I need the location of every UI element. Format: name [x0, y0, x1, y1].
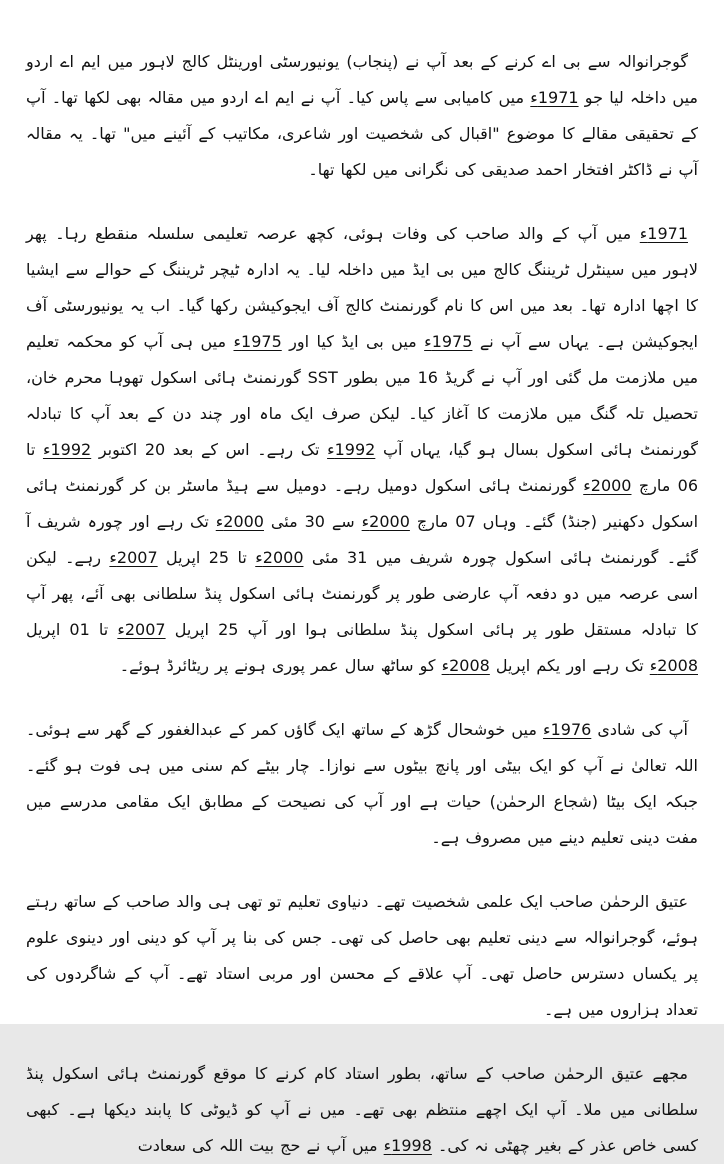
- paragraph-personality-teacher: عتیق الرحمٰن صاحب ایک علمی شخصیت تھے۔ دنیاوی تعلیم تو تھی ہی والد صاحب کے ساتھ رہتے ہوئے، گوجرانوالہ سے دینی تعلیم بھی حاصل کی تھی۔ جس کی بنا پر آپ کو دینی اور دینوی علوم پر یکساں دسترس حاصل تھی۔ آپ علاقے کے محسن اور مربی استاد تھے۔ آپ کے شاگردوں کی تعداد ہزاروں میں ہے۔: [26, 892, 698, 1019]
- paragraph-education-ma: گوجرانوالہ سے بی اے کرنے کے بعد آپ نے (پنجاب) یونیورسٹی اورینٹل کالج لاہور میں ایم اے اردو میں داخلہ لیا جو 1971ء میں کامیابی سے پاس کیا۔ آپ نے ایم اے اردو میں مقالہ بھی لکھا تھا۔ آپ کے تحقیقی مقالے کا موضوع "اقبال کی شخصیت اور شاعری، مکاتیب کے آئینے میں" تھا۔ یہ مقالہ آپ نے ڈاکٹر افتخار احمد صدیقی کی نگرانی میں لکھا تھا۔: [26, 52, 698, 179]
- paragraph-marriage-family: آپ کی شادی 1976ء میں خوشحال گڑھ کے ساتھ ایک گاؤں کمر کے عبدالغفور کے گھر سے ہوئی۔ اللہ تعالیٰ نے آپ کو ایک بیٹی اور پانچ بیٹوں سے نوازا۔ چار بیٹے کم سنی میں ہی فوت ہو گئے۔ جبکہ ایک بیٹا (شجاع الرحمٰن) حیات ہے اور آپ کی نصیحت کے مطابق ایک مقامی مدرسے میں مفت دینی تعلیم دینے میں مصروف ہے۔: [26, 720, 698, 847]
- paragraph-author-memoir: مجھے عتیق الرحمٰن صاحب کے ساتھ، بطور استاد کام کرنے کا موقع گورنمنٹ ہائی اسکول پنڈ سلطانی میں ملا۔ آپ ایک اچھے منتظم بھی تھے۔ میں نے آپ کو ڈیوٹی کا پابند دیکھا ہے۔ کبھی کسی خاص عذر کے بغیر چھٹی نہ کی۔ 1998ء میں آپ نے حج بیت اللہ کی سعادت: [26, 1064, 698, 1155]
- paragraph-career-postings: 1971ء میں آپ کے والد صاحب کی وفات ہوئی، کچھ عرصہ تعلیمی سلسلہ منقطع رہا۔ پھر لاہور میں سینٹرل ٹریننگ کالج میں بی ایڈ میں داخلہ لیا۔ یہ ادارہ ٹیچر ٹریننگ کے حوالے سے ایشیا کا اچھا ادارہ تھا۔ بعد میں اس کا نام گورنمنٹ کالج آف ایجوکیشن رکھا گیا۔ اب یہ یونیورسٹی آف ایجوکیشن ہے۔ یہاں سے آپ نے 1975ء میں بی ایڈ کیا اور 1975ء میں ہی آپ کو محکمہ تعلیم میں ملازمت مل گئی اور آپ نے گریڈ 16 میں بطور SST گورنمنٹ ہائی اسکول تھوہا محرم خان، تحصیل تلہ گنگ میں ملازمت کا آغاز کیا۔ لیکن صرف ایک ماہ اور چند دن کے بعد آپ کا تبادلہ گورنمنٹ ہائی اسکول بسال ہو گیا، یہاں آپ 1992ء تک رہے۔ اس کے بعد 20 اکتوبر 1992ء تا 06 مارچ 2000ء گورنمنٹ ہائی اسکول دومیل رہے۔ دومیل سے ہیڈ ماسٹر بن کر گورنمنٹ ہائی اسکول دکھنیر (جنڈ) گئے۔ وہاں 07 مارچ 2000ء سے 30 مئی 2000ء تک رہے اور چورہ شریف آ گئے۔ گورنمنٹ ہائی اسکول چورہ شریف میں 31 مئی 2000ء تا 25 اپریل 2007ء رہے۔ لیکن اسی عرصہ میں دو دفعہ آپ عارضی طور پر گورنمنٹ ہائی اسکول پنڈ سلطانی بھی آئے، پھر آپ کا تبادلہ مستقل طور پر ہائی اسکول پنڈ سلطانی ہوا اور آپ 25 اپریل 2007ء تا 01 اپریل 2008ء تک رہے اور یکم اپریل 2008ء کو ساٹھ سال عمر پوری ہونے پر ریٹائرڈ ہوئے۔: [26, 224, 699, 675]
